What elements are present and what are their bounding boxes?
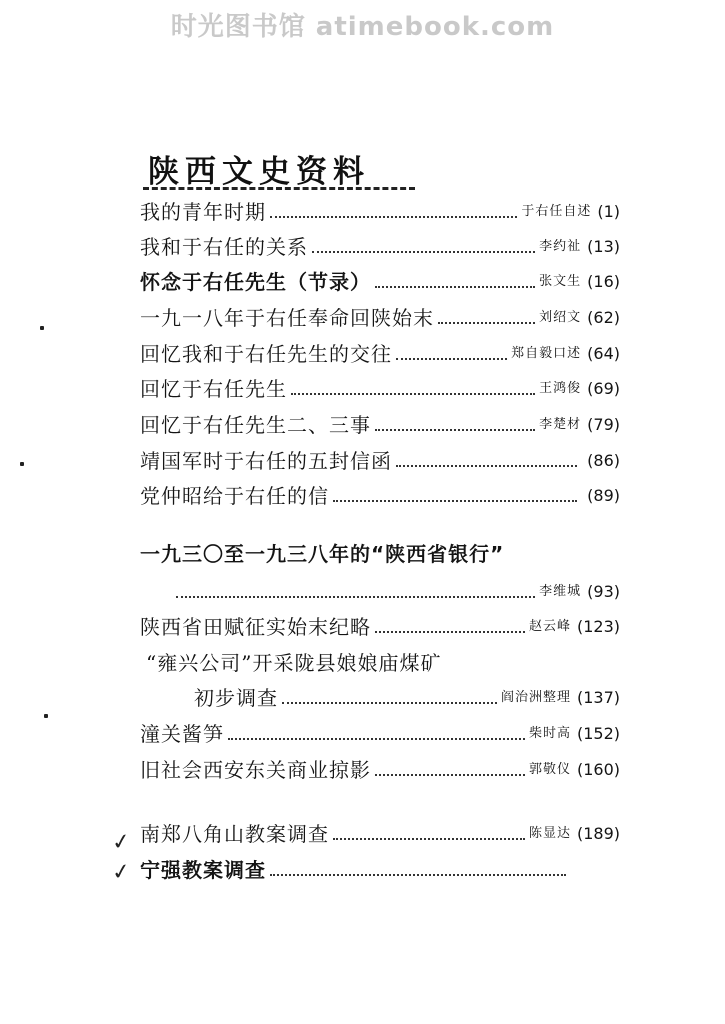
toc-entry-title: 我和于右任的关系 — [140, 235, 308, 259]
toc-entry-title: 潼关酱笋 — [140, 722, 224, 746]
leader-dots — [375, 286, 535, 288]
toc-entry-title: 旧社会西安东关商业掠影 — [140, 758, 371, 782]
leader-dots — [375, 774, 525, 776]
toc-entry-page: (16) — [587, 272, 620, 291]
toc-entry-page: (160) — [576, 760, 620, 779]
toc-entry-title: 怀念于右任先生（节录） — [140, 270, 371, 294]
check-mark-icon: ✓ — [110, 828, 133, 857]
leader-dots — [375, 631, 525, 633]
toc-entry-title: 回忆于右任先生 — [140, 377, 287, 401]
toc-entry-title: 南郑八角山教案调查 — [140, 822, 329, 846]
toc-entry-page: (86) — [587, 451, 620, 470]
toc-entry — [140, 375, 620, 401]
watermark: 时光图书馆 atimebook.com — [170, 12, 555, 42]
leader-dots — [291, 393, 535, 395]
toc-entry-page: (1) — [597, 202, 620, 221]
toc-entry-author: 李楚材 — [539, 417, 582, 432]
leader-dots — [228, 738, 525, 740]
toc-entry-author: 赵云峰 — [528, 619, 571, 634]
toc-entry-page: (62) — [587, 308, 620, 327]
toc-entry — [140, 411, 620, 437]
toc-entry-title: 靖国军时于右任的五封信函 — [140, 449, 392, 473]
toc-entry-title: 初步调查 — [194, 686, 278, 710]
toc-entry — [140, 578, 620, 604]
toc-entry-title: “雍兴公司”开采陇县娘娘庙煤矿 — [146, 651, 442, 675]
leader-dots — [396, 358, 507, 360]
toc-entry — [140, 304, 620, 330]
toc-entry-page: (152) — [576, 724, 620, 743]
print-speck — [44, 714, 48, 718]
leader-dots — [282, 702, 497, 704]
page-title: 陕西文史资料 — [148, 154, 370, 190]
toc-entry-author: 王鸿俊 — [539, 381, 582, 396]
title-underline — [143, 187, 415, 190]
toc-entry — [140, 613, 620, 639]
toc-entry-page: (69) — [587, 379, 620, 398]
toc-entry-page: (64) — [587, 344, 620, 363]
toc-entry-title: 一九三〇至一九三八年的“陕西省银行” — [140, 542, 505, 566]
toc-entry — [194, 684, 620, 710]
toc-entry-author: 郭敬仪 — [528, 762, 571, 777]
leader-dots — [396, 465, 577, 467]
toc-entry-author: 陈显达 — [528, 826, 571, 841]
toc-entry-title: 回忆我和于右任先生的交往 — [140, 342, 392, 366]
toc-entry-author: 李约祉 — [539, 239, 582, 254]
toc-entry-title: 我的青年时期 — [140, 200, 266, 224]
toc-entry-author: 张文生 — [539, 274, 582, 289]
toc-entry — [140, 233, 620, 259]
toc-entry-page: (13) — [587, 237, 620, 256]
print-speck — [20, 462, 24, 466]
toc-entry-page: (79) — [587, 415, 620, 434]
toc-entry — [140, 268, 620, 294]
toc-entry-title: 宁强教案调查 — [140, 858, 266, 882]
leader-dots — [270, 874, 566, 876]
toc-entry-title: 陕西省田赋征实始末纪略 — [140, 615, 371, 639]
toc-entry-page: (189) — [576, 824, 620, 843]
toc-entry — [140, 482, 620, 508]
toc-entry-page: (123) — [576, 617, 620, 636]
toc-entry-author: 李维城 — [539, 584, 582, 599]
leader-dots — [375, 429, 535, 431]
toc-entry-author: 阎治洲整理 — [500, 690, 571, 705]
toc-entry — [140, 856, 570, 882]
leader-dots — [333, 500, 577, 502]
toc-entry-page: (89) — [587, 486, 620, 505]
leader-dots — [312, 251, 535, 253]
toc-entry — [140, 756, 620, 782]
leader-dots — [438, 322, 535, 324]
toc-entry-title: 党仲昭给于右任的信 — [140, 484, 329, 508]
leader-dots — [270, 216, 517, 218]
toc-entry — [140, 720, 620, 746]
toc-entry-title: 一九一八年于右任奉命回陕始末 — [140, 306, 434, 330]
toc-entry-page: (93) — [587, 582, 620, 601]
toc-entry — [140, 198, 620, 224]
toc-entry — [140, 540, 620, 566]
toc-entry-author: 刘绍文 — [539, 310, 582, 325]
print-speck — [40, 326, 44, 330]
toc-entry-author: 于右任自述 — [521, 204, 592, 219]
toc-entry — [140, 340, 620, 366]
toc-entry — [140, 447, 620, 473]
toc-entry — [140, 820, 620, 846]
leader-dots — [176, 596, 535, 598]
toc-entry — [146, 649, 626, 675]
leader-dots — [333, 838, 525, 840]
toc-entry-author: 郑自毅口述 — [511, 346, 582, 361]
toc-entry-author: 柴时高 — [528, 726, 571, 741]
toc-entry-page: (137) — [576, 688, 620, 707]
check-mark-icon: ✓ — [110, 858, 133, 887]
toc-entry-title: 回忆于右任先生二、三事 — [140, 413, 371, 437]
